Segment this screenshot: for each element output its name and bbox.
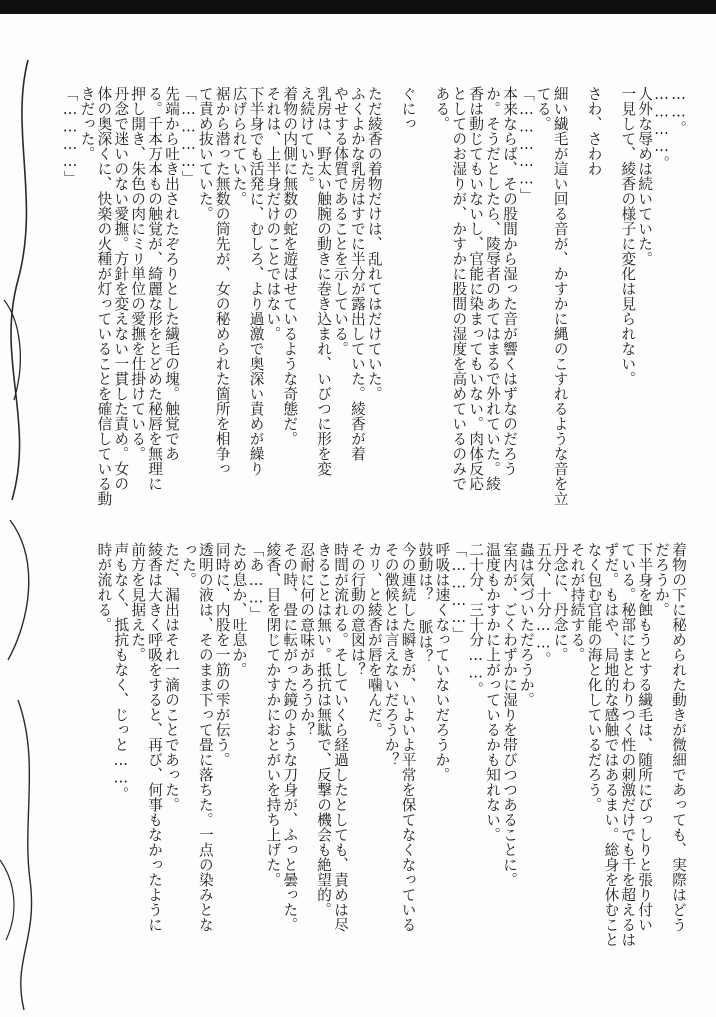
- text-column: 先端から吐き出されたぞろりとした繊毛の塊。触覚であ: [163, 86, 180, 461]
- text-column: ため息か、吐息か。: [230, 542, 248, 677]
- text-column: 体の奥深くに、快楽の火種が灯っていることを確信している動: [95, 86, 113, 506]
- text-column: 五分、十分……。: [534, 542, 552, 667]
- text-column: 忍耐に何の意味があろうか？: [298, 542, 316, 737]
- text-column: 「…………」: [450, 542, 468, 642]
- text-column: やせする体質であることを示している。: [332, 86, 349, 356]
- text-column: その行動の意図は？: [348, 542, 366, 677]
- text-column: 丹念に、丹念に。: [551, 542, 569, 662]
- text-column: なく包む官能の海と化しているだろう。: [585, 542, 603, 812]
- text-column: ふくよかな乳房はすでに半分が露出していた。綾香が着: [348, 86, 366, 461]
- text-column: 「あ……」: [247, 542, 265, 622]
- text-column: 下半身を蝕もうとする繊毛は、随所にびっしりと張り付い: [636, 542, 654, 932]
- text-column: る。千本万本もの触覚が、綺麗な形をとどめた秘唇を無理に: [146, 86, 164, 491]
- text-column: 時が流れる。: [95, 542, 113, 632]
- margin-sketch-illustration: [0, 0, 60, 1017]
- text-column: としてのお湿りが、かすかに股間の湿度を高めているのみで: [450, 86, 468, 491]
- text-column: 本来ならば、その股間から湿った音が響くはずなのだろう: [501, 86, 518, 476]
- text-column: 蟲は気づいただろうか。: [517, 542, 535, 707]
- text-column: 裾から潜った無数の筒先が、女の秘められた箇所を相争っ: [213, 86, 231, 476]
- text-column: …………。: [653, 86, 671, 171]
- text-column: 前方を見据えた。: [129, 542, 147, 662]
- text-column: 時間が流れる。そしていくら経過したとしても、責めは尽: [332, 542, 349, 932]
- text-column: 広げられていた。: [230, 86, 248, 206]
- text-column: ずだ。もはや、局地的な感触ではあるまい。総身を休むこと: [602, 542, 620, 947]
- text-column: 下半身でも活発に、むしろ、より過激で奥深い責めが繰り: [247, 86, 265, 476]
- text-column: 一見して、綾香の様子に変化は見られない。: [619, 86, 637, 386]
- text-column: 今の連続した瞬きが、いよいよ平常を保てなくなっている: [399, 542, 417, 932]
- text-column: 二十分、三十分……。: [467, 542, 485, 697]
- text-column: え続けていた。: [298, 86, 316, 191]
- text-column: 綾香、目を閉じてかすかにおとがいを持ち上げた。: [264, 542, 282, 887]
- text-column: 同時に、内股を一筋の雫が伝う。: [213, 542, 231, 767]
- text-column: 室内が、ごくわずかに湿りを帯びつつあることに。: [501, 542, 518, 887]
- text-column: 人外な辱めは続いていた。: [636, 86, 654, 266]
- text-column: 「…………」: [61, 86, 79, 186]
- text-column: その時、畳に転がった鏡のような刀身が、ふっと曇った。: [281, 542, 299, 932]
- text-column: 香は動じてもいないし、官能に染まってもいない。肉体反応: [467, 86, 485, 491]
- text-column: 呼吸は速くなっていないだろうか。: [433, 542, 451, 782]
- text-column: 透明の液は、そのまま下って畳に落ちた。一点の染みとな: [196, 542, 214, 932]
- text-column: った。: [179, 542, 197, 587]
- text-column: それが持続する。: [568, 542, 586, 662]
- text-column: 丹念で迷いのない愛撫。方針を変えない一貫した責め。女の: [112, 86, 130, 491]
- text-column: 「……………」: [517, 86, 535, 203]
- text-column: 細い繊毛が這い回る音が、かすかに縄のこすれるような音を立: [551, 86, 569, 506]
- text-column: だろうか。: [653, 542, 671, 617]
- text-column: ある。: [433, 86, 451, 131]
- scan-top-edge: [0, 0, 716, 14]
- text-column: さわ、さわわ: [585, 86, 603, 176]
- text-column: きることは無い。抵抗は無駄で、反撃の機会も絶望的。: [315, 542, 333, 917]
- text-column: 声もなく、抵抗もなく、じっと……。: [112, 542, 130, 802]
- text-column: 乳房は、野太い触腕の動きに巻き込まれ、いびつに形を変: [315, 86, 333, 476]
- text-column: ただ、漏出はそれ一滴のことであった。: [163, 542, 180, 812]
- text-column: ぐにっ: [399, 86, 417, 131]
- text-column: 鼓動は？ 脈は？: [416, 542, 434, 665]
- text-column: カリ、と綾香が唇を噛んだ。: [365, 542, 383, 737]
- text-column: てる。: [534, 86, 552, 131]
- text-column: きだった。: [78, 86, 96, 161]
- text-column: 「…………」: [179, 86, 197, 186]
- text-column: ……。: [670, 86, 687, 136]
- text-column: 綾香は大きく呼吸をすると、再び、何事もなかったように: [146, 542, 164, 932]
- text-column: 着物の内側に無数の蛇を遊ばせているような奇態だ。: [281, 86, 299, 446]
- text-column: て責め抜いていた。: [196, 86, 214, 221]
- text-column: その徴候とは言えないだろうか？: [382, 542, 400, 767]
- text-column: それは、上半身だけのことではない。: [264, 86, 282, 341]
- text-column: ただ綾香の着物だけは、乱れてはだけていた。: [365, 86, 383, 401]
- text-column: か。そうだとしたら、陵辱者のあてはまるで外れていた。綾: [484, 86, 502, 491]
- text-column: 押し開き、朱色の肉にミリ単位の愛撫を仕掛けている。: [129, 86, 147, 461]
- text-column: 着物の下に秘められた動きが微細であっても、実際はどう: [670, 542, 687, 932]
- text-column: ている。秘部にまとわりつく性の刺激だけでも千を超えるは: [619, 542, 637, 947]
- text-column: 温度もかすかに上がっているかも知れない。: [484, 542, 502, 842]
